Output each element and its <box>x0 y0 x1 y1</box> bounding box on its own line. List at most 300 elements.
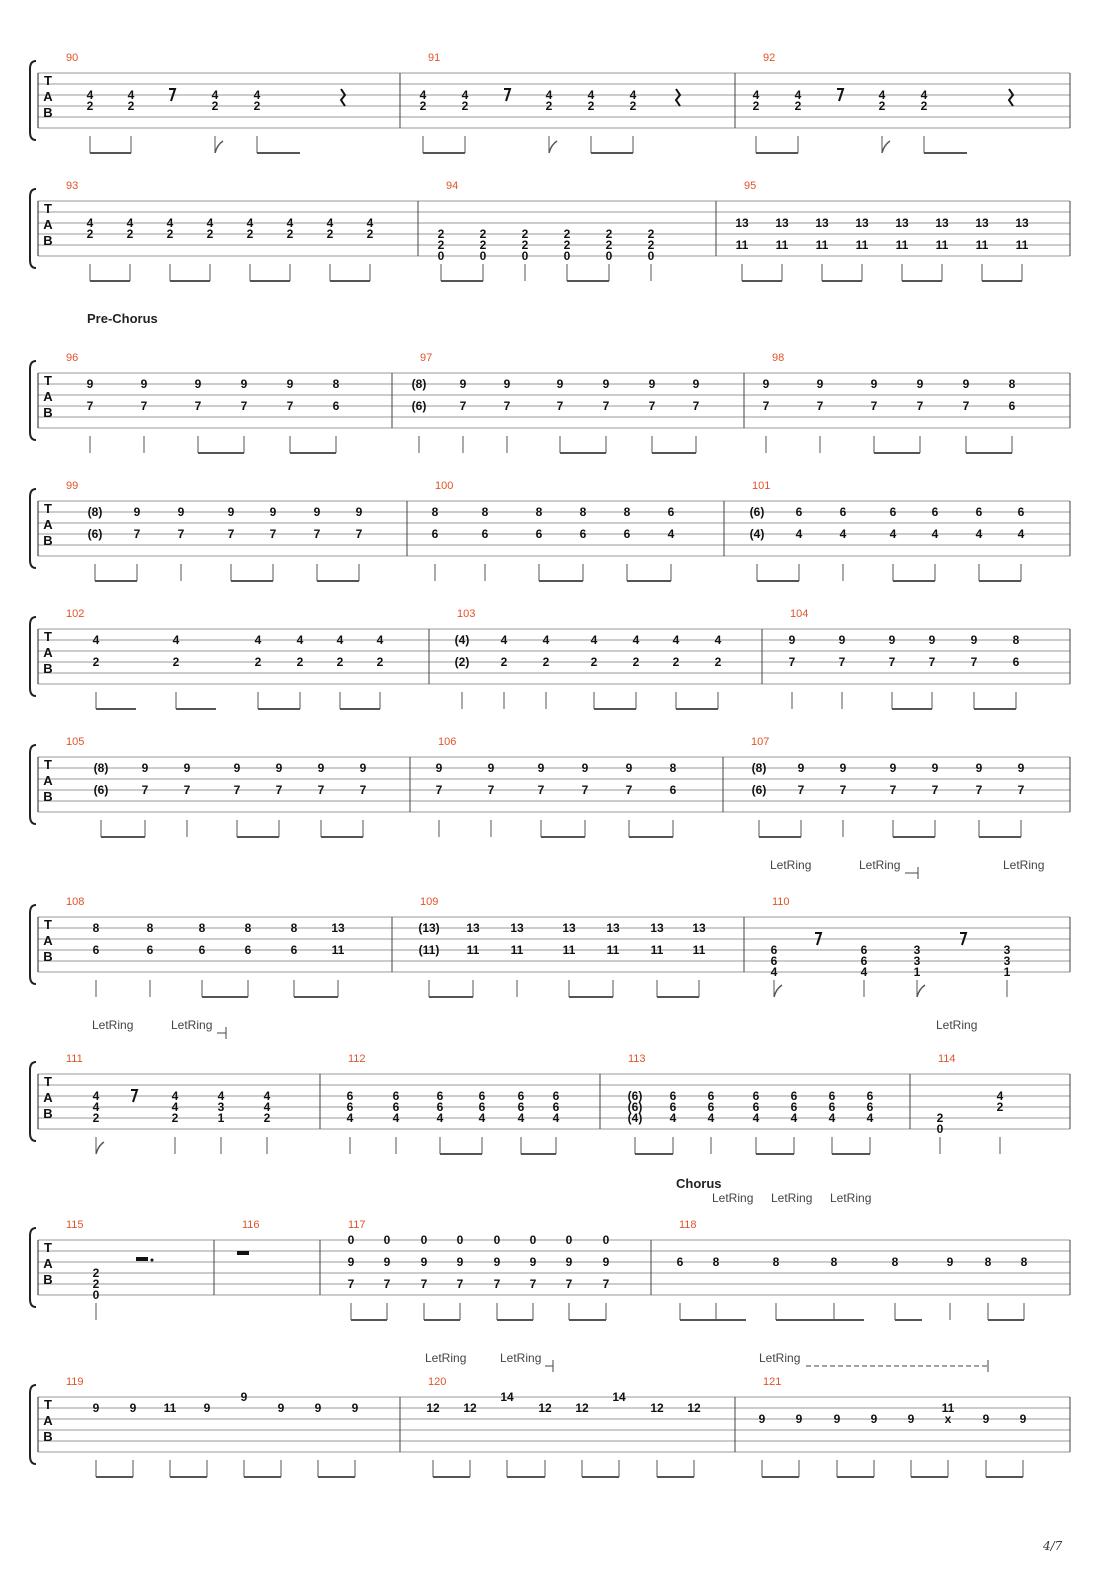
fret-number: 11 <box>606 943 620 957</box>
fret-number: 2 <box>647 227 655 241</box>
fret-number: 2 <box>936 1111 944 1125</box>
fret-number: 9 <box>1017 761 1025 775</box>
fret-number: 2 <box>211 99 219 113</box>
fret-number: 4 <box>376 633 384 647</box>
tab-clef-letter: B <box>43 533 53 548</box>
fret-number: 4 <box>217 1089 225 1103</box>
fret-number: 7 <box>970 655 978 669</box>
note-flag <box>215 141 223 153</box>
fret-number: 2 <box>246 227 254 241</box>
fret-number: 7 <box>928 655 936 669</box>
fret-number: 11 <box>331 943 345 957</box>
fret-number: 7 <box>529 1277 537 1291</box>
fret-number: 2 <box>296 655 304 669</box>
tab-clef-letter: A <box>43 389 53 404</box>
fret-number: 3 <box>217 1100 225 1114</box>
fret-number: 2 <box>206 227 214 241</box>
fret-number: 4 <box>975 527 983 541</box>
fret-number: 2 <box>166 227 174 241</box>
fret-number: 4 <box>672 633 680 647</box>
tab-clef-letter: T <box>44 629 52 644</box>
fret-number: 8 <box>1012 633 1020 647</box>
fret-number: 4 <box>336 633 344 647</box>
fret-number: 2 <box>752 99 760 113</box>
fret-number: 2 <box>419 99 427 113</box>
fret-number: 7 <box>503 399 511 413</box>
fret-number: 4 <box>92 1100 100 1114</box>
fret-number: 9 <box>816 377 824 391</box>
fret-number: 9 <box>888 633 896 647</box>
fret-number: 14 <box>500 1390 514 1404</box>
fret-number: 2 <box>437 238 445 252</box>
system-bracket <box>30 745 36 824</box>
note-flag <box>774 985 782 997</box>
fret-number: 7 <box>456 1277 464 1291</box>
fret-number: 6 <box>332 399 340 413</box>
fret-number: 7 <box>816 399 824 413</box>
fret-number: 11 <box>692 943 706 957</box>
fret-number: 4 <box>632 633 640 647</box>
fret-number: 13 <box>466 921 480 935</box>
fret-number: (4) <box>749 527 765 541</box>
fret-number: (8) <box>87 505 103 519</box>
fret-number: 9 <box>602 1255 610 1269</box>
fret-number: 9 <box>275 761 283 775</box>
fret-number: 2 <box>632 655 640 669</box>
fret-number: 11 <box>775 238 789 252</box>
fret-number: 9 <box>347 1255 355 1269</box>
fret-number: 8 <box>984 1255 992 1269</box>
fret-number: 2 <box>479 238 487 252</box>
measure-number: 102 <box>66 608 85 620</box>
fret-number: 9 <box>133 505 141 519</box>
fret-number: 8 <box>830 1255 838 1269</box>
fret-number: 6 <box>752 1089 760 1103</box>
measure-number: 113 <box>628 1053 646 1065</box>
fret-number: 9 <box>870 377 878 391</box>
fret-number: 9 <box>351 1401 359 1415</box>
fret-number: 7 <box>359 783 367 797</box>
fret-number: 11 <box>895 238 909 252</box>
fret-number: 12 <box>650 1401 664 1415</box>
fret-number: 9 <box>907 1412 915 1426</box>
fret-number: 9 <box>692 377 700 391</box>
fret-number: 6 <box>552 1089 560 1103</box>
measure-number: 119 <box>66 1376 84 1388</box>
fret-number: 7 <box>194 399 202 413</box>
fret-number: 7 <box>648 399 656 413</box>
fret-number: 0 <box>521 249 529 263</box>
tab-clef-letter: A <box>43 773 53 788</box>
fret-number: 8 <box>891 1255 899 1269</box>
fret-number: 2 <box>647 238 655 252</box>
fret-number: 4 <box>707 1111 715 1125</box>
fret-number: 6 <box>579 527 587 541</box>
fret-number: 4 <box>866 1111 874 1125</box>
fret-number: 13 <box>975 216 989 230</box>
fret-number: 4 <box>461 88 469 102</box>
measure-number: 109 <box>420 896 439 908</box>
fret-number: 4 <box>86 88 94 102</box>
fret-number: 7 <box>692 399 700 413</box>
fret-number: 13 <box>935 216 949 230</box>
fret-number: 8 <box>712 1255 720 1269</box>
tab-clef-letter: T <box>44 73 52 88</box>
fret-number: 9 <box>355 505 363 519</box>
fret-number: 11 <box>562 943 576 957</box>
fret-number: 4 <box>296 633 304 647</box>
fret-number: 8 <box>92 921 100 935</box>
note-flag <box>917 985 925 997</box>
fret-number: 6 <box>481 527 489 541</box>
note-flag <box>549 141 557 153</box>
fret-number: 8 <box>772 1255 780 1269</box>
fret-number: (6) <box>411 399 427 413</box>
fret-number: 7 <box>889 783 897 797</box>
fret-number: 9 <box>870 1412 878 1426</box>
fret-number: 2 <box>127 99 135 113</box>
fret-number: 6 <box>478 1100 486 1114</box>
fret-number: 7 <box>839 783 847 797</box>
fret-number: 4 <box>171 1100 179 1114</box>
fret-number: 2 <box>521 238 529 252</box>
fret-number: 8 <box>669 761 677 775</box>
fret-number: 4 <box>878 88 886 102</box>
system-bracket <box>30 1228 36 1307</box>
fret-number: (11) <box>418 943 440 957</box>
fret-number: 11 <box>815 238 829 252</box>
fret-number: 13 <box>650 921 664 935</box>
fret-number: 2 <box>92 1266 100 1280</box>
fret-number: 4 <box>92 1089 100 1103</box>
fret-number: 6 <box>866 1089 874 1103</box>
measure-number: 97 <box>420 352 433 364</box>
fret-number: 9 <box>503 377 511 391</box>
fret-number: 13 <box>815 216 829 230</box>
fret-number: 4 <box>326 216 334 230</box>
let-ring-label: LetRing <box>759 1351 801 1365</box>
fret-number: 0 <box>479 249 487 263</box>
let-ring-label: LetRing <box>712 1191 754 1205</box>
fret-number: 9 <box>383 1255 391 1269</box>
fret-number: 9 <box>92 1401 100 1415</box>
fret-number: 7 <box>870 399 878 413</box>
fret-number: 4 <box>263 1100 271 1114</box>
fret-number: 2 <box>86 227 94 241</box>
fret-number: 4 <box>828 1111 836 1125</box>
fret-number: 7 <box>317 783 325 797</box>
fret-number: 6 <box>478 1089 486 1103</box>
fret-number: 9 <box>140 377 148 391</box>
let-ring-label: LetRing <box>1003 858 1045 872</box>
fret-number: 6 <box>552 1100 560 1114</box>
fret-number: 9 <box>602 377 610 391</box>
tab-clef-letter: A <box>43 517 53 532</box>
fret-number: 4 <box>436 1111 444 1125</box>
fret-number: 2 <box>254 655 262 669</box>
fret-number: 6 <box>828 1100 836 1114</box>
fret-number: 0 <box>936 1122 944 1136</box>
fret-number: 7 <box>565 1277 573 1291</box>
fret-number: 6 <box>517 1089 525 1103</box>
fret-number: 7 <box>269 527 277 541</box>
measure-number: 115 <box>66 1219 84 1231</box>
fret-number: 7 <box>537 783 545 797</box>
tab-clef-letter: A <box>43 645 53 660</box>
fret-number: 9 <box>359 761 367 775</box>
fret-number: 4 <box>996 1089 1004 1103</box>
fret-number: 13 <box>692 921 706 935</box>
fret-number: 9 <box>931 761 939 775</box>
fret-number: 11 <box>935 238 949 252</box>
let-ring-label: LetRing <box>770 858 812 872</box>
quarter-rest <box>676 89 680 106</box>
measure-number: 111 <box>66 1053 83 1065</box>
fret-number: 4 <box>590 633 598 647</box>
fret-number: 7 <box>183 783 191 797</box>
fret-number: 6 <box>535 527 543 541</box>
tab-clef-letter: B <box>43 789 53 804</box>
system-bracket <box>30 361 36 440</box>
let-ring-label: LetRing <box>500 1351 542 1365</box>
fret-number: 2 <box>521 227 529 241</box>
fret-number: 9 <box>975 761 983 775</box>
fret-number: 4 <box>172 633 180 647</box>
tab-clef-letter: T <box>44 501 52 516</box>
fret-number: 6 <box>866 1100 874 1114</box>
fret-number: 9 <box>762 377 770 391</box>
fret-number: 7 <box>602 1277 610 1291</box>
fret-number: 7 <box>383 1277 391 1291</box>
fret-number: 6 <box>1012 655 1020 669</box>
fret-number: 2 <box>92 655 100 669</box>
fret-number: 7 <box>493 1277 501 1291</box>
tab-clef-letter: A <box>43 1256 53 1271</box>
fret-number: 7 <box>227 527 235 541</box>
fret-number: 4 <box>752 1111 760 1125</box>
fret-number: 6 <box>669 1089 677 1103</box>
fret-number: 6 <box>860 954 868 968</box>
fret-number: 7 <box>313 527 321 541</box>
measure-number: 94 <box>446 180 459 192</box>
fret-number: 14 <box>612 1390 626 1404</box>
fret-number: (4) <box>454 633 470 647</box>
fret-number: 6 <box>770 954 778 968</box>
fret-number: 2 <box>366 227 374 241</box>
system-bracket <box>30 189 36 268</box>
fret-number: 2 <box>629 99 637 113</box>
fret-number: 11 <box>1015 238 1029 252</box>
tab-clef-letter: B <box>43 1106 53 1121</box>
fret-number: 2 <box>286 227 294 241</box>
fret-number: 4 <box>346 1111 354 1125</box>
let-ring-label: LetRing <box>830 1191 872 1205</box>
fret-number: 4 <box>253 88 261 102</box>
fret-number: 9 <box>240 1390 248 1404</box>
fret-number: 2 <box>326 227 334 241</box>
fret-number: 9 <box>833 1412 841 1426</box>
fret-number: 6 <box>392 1100 400 1114</box>
fret-number: 2 <box>437 227 445 241</box>
fret-number: 6 <box>790 1100 798 1114</box>
fret-number: 9 <box>795 1412 803 1426</box>
fret-number: 2 <box>461 99 469 113</box>
fret-number: 7 <box>355 527 363 541</box>
fret-number: 4 <box>889 527 897 541</box>
fret-number: 6 <box>1008 399 1016 413</box>
fret-number: 4 <box>587 88 595 102</box>
fret-number: 9 <box>277 1401 285 1415</box>
fret-number: 6 <box>707 1100 715 1114</box>
fret-number: 9 <box>435 761 443 775</box>
fret-number: 12 <box>687 1401 701 1415</box>
fret-number: (6) <box>87 527 103 541</box>
fret-number: 3 <box>1003 943 1011 957</box>
fret-number: 9 <box>286 377 294 391</box>
let-ring-label: LetRing <box>92 1018 134 1032</box>
fret-number: 4 <box>126 216 134 230</box>
tab-clef-letter: B <box>43 233 53 248</box>
fret-number: 6 <box>752 1100 760 1114</box>
fret-number: 0 <box>493 1233 501 1247</box>
fret-number: 0 <box>383 1233 391 1247</box>
fret-number: 6 <box>436 1089 444 1103</box>
fret-number: 11 <box>975 238 989 252</box>
fret-number: 2 <box>590 655 598 669</box>
fret-number: 7 <box>233 783 241 797</box>
fret-number: 4 <box>790 1111 798 1125</box>
fret-number: 4 <box>552 1111 560 1125</box>
fret-number: 4 <box>920 88 928 102</box>
fret-number: 6 <box>431 527 439 541</box>
system-bracket <box>30 905 36 984</box>
fret-number: 9 <box>317 761 325 775</box>
fret-number: 0 <box>529 1233 537 1247</box>
fret-number: 0 <box>563 249 571 263</box>
section-label: Chorus <box>676 1176 722 1191</box>
fret-number: 3 <box>1003 954 1011 968</box>
fret-number: 6 <box>931 505 939 519</box>
fret-number: 12 <box>538 1401 552 1415</box>
fret-number: 12 <box>575 1401 589 1415</box>
fret-number: 7 <box>435 783 443 797</box>
whole-rest <box>237 1251 249 1255</box>
fret-number: 7 <box>625 783 633 797</box>
fret-number: (4) <box>627 1111 643 1125</box>
tab-clef-letter: A <box>43 1413 53 1428</box>
tab-clef-letter: T <box>44 1074 52 1089</box>
measure-number: 92 <box>763 52 776 64</box>
fret-number: 6 <box>517 1100 525 1114</box>
fret-number: 4 <box>667 527 675 541</box>
fret-number: 7 <box>140 399 148 413</box>
fret-number: 6 <box>669 783 677 797</box>
fret-number: 11 <box>163 1401 177 1415</box>
fret-number: 7 <box>797 783 805 797</box>
fret-number: 8 <box>579 505 587 519</box>
fret-number: 9 <box>1019 1412 1027 1426</box>
fret-number: 7 <box>240 399 248 413</box>
measure-number: 107 <box>751 736 770 748</box>
fret-number: 13 <box>855 216 869 230</box>
fret-number: (8) <box>93 761 109 775</box>
fret-number: 6 <box>795 505 803 519</box>
fret-number: 9 <box>141 761 149 775</box>
fret-number: 4 <box>500 633 508 647</box>
fret-number: (13) <box>418 921 440 935</box>
let-ring-label: LetRing <box>771 1191 813 1205</box>
fret-number: 4 <box>795 527 803 541</box>
fret-number: 6 <box>198 943 206 957</box>
fret-number: x <box>944 1412 952 1426</box>
fret-number: 4 <box>166 216 174 230</box>
fret-number: 9 <box>970 633 978 647</box>
fret-number: 7 <box>133 527 141 541</box>
fret-number: 4 <box>263 1089 271 1103</box>
let-ring-label: LetRing <box>425 1351 467 1365</box>
fret-number: 11 <box>650 943 664 957</box>
fret-number: 2 <box>672 655 680 669</box>
measure-number: 110 <box>772 896 790 908</box>
fret-number: 0 <box>347 1233 355 1247</box>
fret-number: 0 <box>437 249 445 263</box>
fret-number: 4 <box>206 216 214 230</box>
fret-number: 4 <box>478 1111 486 1125</box>
measure-number: 104 <box>790 608 809 620</box>
fret-number: 2 <box>171 1111 179 1125</box>
measure-number: 93 <box>66 180 79 192</box>
measure-number: 116 <box>242 1219 260 1231</box>
fret-number: 6 <box>392 1089 400 1103</box>
fret-number: 7 <box>838 655 846 669</box>
measure-number: 108 <box>66 896 85 908</box>
page-number: 4/7 <box>1043 1539 1063 1553</box>
fret-number: 9 <box>581 761 589 775</box>
measure-number: 117 <box>348 1219 366 1231</box>
fret-number: 9 <box>269 505 277 519</box>
fret-number: 9 <box>459 377 467 391</box>
fret-number: 7 <box>1017 783 1025 797</box>
fret-number: 2 <box>714 655 722 669</box>
fret-number: 13 <box>775 216 789 230</box>
fret-number: 4 <box>770 965 778 979</box>
fret-number: 8 <box>290 921 298 935</box>
measure-number: 90 <box>66 52 79 64</box>
fret-number: 2 <box>336 655 344 669</box>
fret-number: 9 <box>537 761 545 775</box>
fret-number: 2 <box>605 227 613 241</box>
fret-number: 6 <box>889 505 897 519</box>
fret-number: 6 <box>290 943 298 957</box>
fret-number: 2 <box>479 227 487 241</box>
fret-number: 4 <box>794 88 802 102</box>
fret-number: 2 <box>92 1277 100 1291</box>
rest-dot <box>151 1259 154 1262</box>
fret-number: (6) <box>749 505 765 519</box>
fret-number: 4 <box>254 633 262 647</box>
measure-number: 118 <box>679 1219 697 1231</box>
fret-number: 0 <box>605 249 613 263</box>
fret-number: 9 <box>648 377 656 391</box>
fret-number: 7 <box>931 783 939 797</box>
tab-clef-letter: B <box>43 1272 53 1287</box>
fret-number: 6 <box>92 943 100 957</box>
fret-number: 7 <box>177 527 185 541</box>
fret-number: 6 <box>346 1089 354 1103</box>
fret-number: 9 <box>556 377 564 391</box>
fret-number: 4 <box>246 216 254 230</box>
tab-clef-letter: A <box>43 1090 53 1105</box>
